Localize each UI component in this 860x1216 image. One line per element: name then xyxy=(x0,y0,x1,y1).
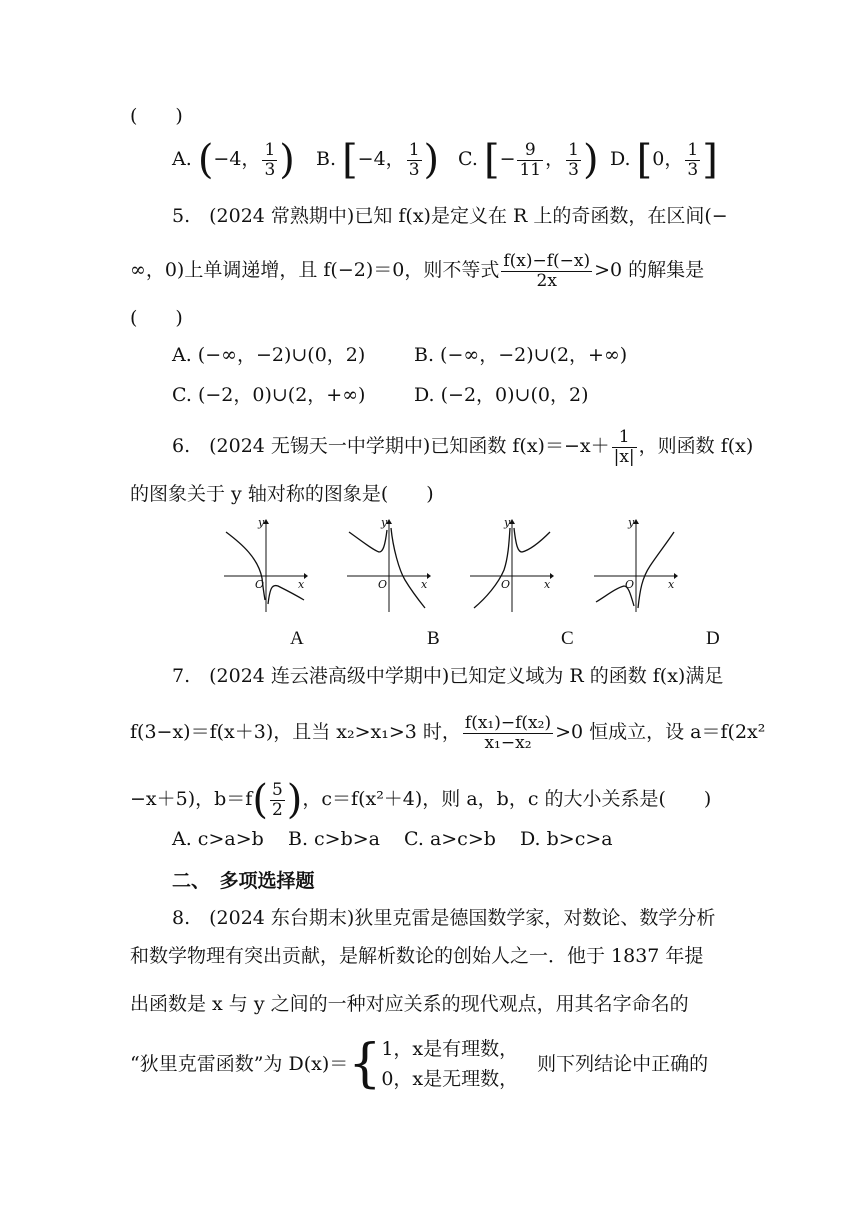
q7-line2: f(3−x)＝f(x＋3)，且当 x₂>x₁>3 时， $\frac{\text{f(x₁)−f(x₂)}}{\text{x₁−x₂}}$ >0 恒成立，设 a＝f(2x² xyxy=(130,713,766,753)
q8-line2: 和数学物理有突出贡献，是解析数论的创始人之一．他于 1837 年提 xyxy=(130,945,704,967)
q4-option-d[interactable]: D. [0， $\frac{1}{3}$ ] xyxy=(610,137,718,183)
axis-x-label: x xyxy=(668,578,675,591)
graph-d[interactable] xyxy=(592,518,678,614)
q7-option-b[interactable]: B. c>b>a xyxy=(288,828,381,850)
q5-line1: 5. (2024 常熟期中)已知 f(x)是定义在 R 上的奇函数，在区间(− xyxy=(172,205,728,227)
q7-option-d[interactable]: D. b>c>a xyxy=(520,828,613,850)
q8-line1: 8. (2024 东台期末)狄里克雷是德国数学家，对数论、数学分析 xyxy=(172,907,716,929)
q4-option-b[interactable]: B. [−4， $\frac{1}{3}$ ) xyxy=(316,137,440,183)
q5-option-b[interactable]: B. (−∞，−2)∪(2，+∞) xyxy=(414,344,628,366)
graph-a-label: A xyxy=(290,628,304,649)
axis-y-label: y xyxy=(504,518,511,529)
graph-a[interactable] xyxy=(222,518,308,614)
q5-option-a[interactable]: A. (−∞，−2)∪(0，2) xyxy=(172,344,366,366)
q7-line3: −x＋5)，b＝f( $\frac{5}{2}$ )，c＝f(x²＋4)，则 a，b，c 的大小关系是( ) xyxy=(130,777,712,823)
graph-b-label: B xyxy=(427,628,440,649)
q5-option-c[interactable]: C. (−2，0)∪(2，+∞) xyxy=(172,384,366,406)
q7-line1: 7. (2024 连云港高级中学期中)已知定义域为 R 的函数 f(x)满足 xyxy=(172,665,724,687)
q5-line2: ∞，0)上单调递增，且 f(−2)＝0，则不等式 $\frac{f(x)-f(-x)}{2x}$ >0 的解集是 xyxy=(130,251,705,291)
origin-label: O xyxy=(378,578,388,591)
q7-option-a[interactable]: A. c>a>b xyxy=(172,828,264,850)
q5-option-d[interactable]: D. (−2，0)∪(0，2) xyxy=(414,384,589,406)
origin-label: O xyxy=(255,578,265,591)
section-heading: 二、 多项选择题 xyxy=(172,871,315,892)
axis-x-label: x xyxy=(421,578,428,591)
q7-option-c[interactable]: C. a>c>b xyxy=(404,828,496,850)
origin-label: O xyxy=(501,578,511,591)
graph-b[interactable] xyxy=(345,518,431,614)
graph-d-label: D xyxy=(706,628,720,649)
q4-option-c[interactable]: C. [− $\frac{9}{11}$ ， $\frac{1}{3}$ ) xyxy=(458,137,599,183)
axis-y-label: y xyxy=(628,518,635,529)
q8-line4: “狄里克雷函数”为 D(x)＝{ 1，x是有理数， 0，x是无理数， 则下列结论中正确的 xyxy=(130,1034,709,1094)
origin-label: O xyxy=(625,578,635,591)
axis-y-label: y xyxy=(258,518,265,529)
axis-y-label: y xyxy=(381,518,388,529)
q6-line2: 的图象关于 y 轴对称的图象是( ) xyxy=(130,483,434,505)
graph-c[interactable] xyxy=(468,518,554,614)
q4-option-a[interactable]: A. (−4， $\frac{1}{3}$ ) xyxy=(172,137,295,183)
axis-x-label: x xyxy=(298,578,305,591)
graph-c-label: C xyxy=(561,628,574,649)
axis-x-label: x xyxy=(544,578,551,591)
q4-paren: ( ) xyxy=(130,105,183,127)
q5-paren: ( ) xyxy=(130,307,183,329)
q8-line3: 出函数是 x 与 y 之间的一种对应关系的现代观点，用其名字命名的 xyxy=(130,993,689,1015)
q6-line1: 6. (2024 无锡天一中学期中)已知函数 f(x)＝−x＋ $\frac{1}{|x|}$ ，则函数 f(x) xyxy=(172,427,754,467)
